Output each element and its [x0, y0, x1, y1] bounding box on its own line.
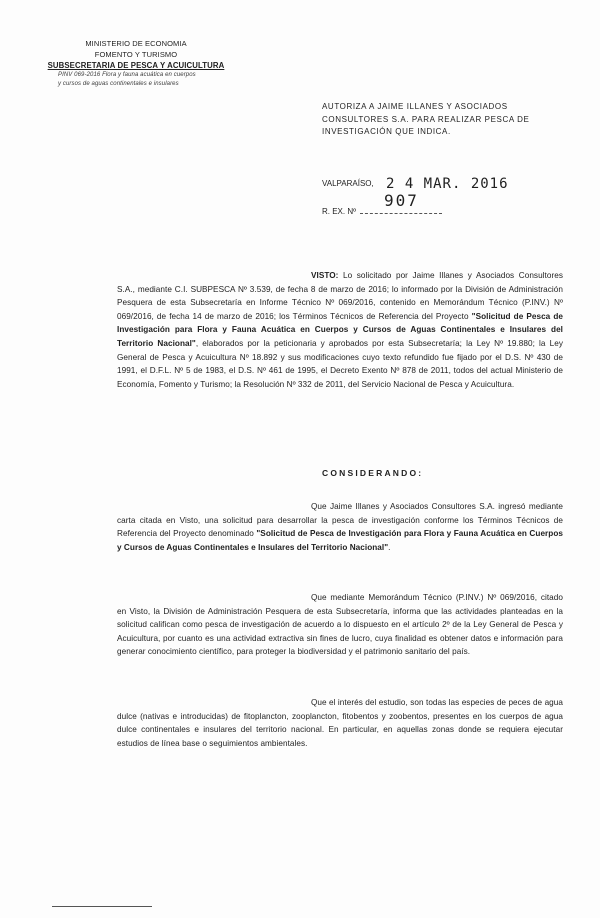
visto-text-a: Lo solicitado por Jaime Illanes y Asociados Consultores S.A., mediante C.I. SUBPESCA Nº 3.539, de fecha 8 de marzo de 2016; lo informado por la División de Administración Pesquera de esta Subsecretaría en Informe Técnico Nº 069/2016, contenido en Memorándum Técnico (P.INV.) Nº 069/2016, de fecha 14 de marzo de 2016; los Términos Técnicos de Referencia del Proyecto [117, 271, 563, 321]
considerando-paragraph-2: Que mediante Memorándum Técnico (P.INV.) Nº 069/2016, citado en Visto, la División de Administración Pesquera de esta Subsecretaría, informa que las actividades planteadas en la solicitud califican como pesca de investigación de acuerdo a lo dispuesto en el artículo 2º de la Ley General de Pesca y Acuicultura, por cuanto es una actividad extractiva sin fines de lucro, cuya finalidad es obtener datos e información para generar conocimiento científico, para proteger la biodiversidad y el patrimonio sanitario del país. [117, 593, 563, 657]
visto-project-name: "Solicitud de Pesca de Investigación para Flora y Fauna Acuática en Cuerpos y Cursos de Aguas Continentales e Insulares del Territorio Nacional" [117, 311, 563, 348]
ministry-name: MINISTERIO DE ECONOMIA [85, 39, 187, 48]
subsecretaria-name: SUBSECRETARIA DE PESCA Y ACUICULTURA [47, 61, 225, 70]
visto-label: VISTO: [311, 271, 339, 280]
place: VALPARAÍSO, [322, 179, 374, 188]
considerando-paragraph-1 [117, 500, 563, 554]
place-and-date [322, 174, 509, 190]
visto-paragraph [117, 269, 563, 391]
resolution-subject: AUTORIZA A JAIME ILLANES Y ASOCIADOS CONSULTORES S.A. PARA REALIZAR PESCA DE INVESTIGACIÓN QUE INDICA. [322, 102, 530, 136]
considerando-1-project-name: "Solicitud de Pesca de Investigación para Flora y Fauna Acuática en Cuerpos y Cursos de Aguas Continentales e Insulares del Territorio Nacional" [117, 529, 563, 552]
ministry-area: FOMENTO Y TURISMO [94, 50, 178, 59]
footer-rule [52, 906, 152, 907]
reference-line-2: y cursos de aguas continentales e insulares [58, 80, 179, 87]
date-stamp: 2 4 MAR. 2016 [385, 176, 509, 192]
considerando-1-text-a: Que Jaime Illanes y Asociados Consultores S.A. ingresó mediante carta citada en Visto, una solicitud para desarrollar la pesca de investigación conforme los Términos Técnicos de Referencia del Proyecto denominado [117, 502, 563, 539]
rex-label: R. EX. Nº [322, 207, 357, 216]
considerando-heading: CONSIDERANDO: [322, 468, 424, 478]
rex-blank-line [360, 213, 442, 214]
considerando-1-text-b: . [388, 542, 391, 552]
ministry-header [36, 38, 236, 88]
rex-number: 907 [384, 191, 419, 210]
visto-text-b: , elaborados por la peticionaria y aprobados por esta Subsecretaría; la Ley Nº 19.880; la Ley General de Pesca y Acuicultura Nº 18.892 y sus modificaciones cuyo texto refundido fue fijado por el D.S. Nº 430 de 1991, el D.F.L. Nº 5 de 1983, el D.S. Nº 461 de 1995, el Decreto Exento Nº 878 de 2011, todos del actual Ministerio de Economía, Fomento y Turismo; la Resolución Nº 332 de 2011, del Servicio Nacional de Pesca y Acuicultura. [117, 338, 563, 389]
considerando-paragraph-3: Que el interés del estudio, son todas las especies de peces de agua dulce (nativas e introducidas) de fitoplancton, zooplancton, fitobentos y zoobentos, presentes en los cuerpos de agua dulce continentales e insulares del territorio nacional. En particular, en aquellas zonas donde se requiera ejecutar estudios de línea base o seguimientos ambientales. [117, 698, 563, 748]
reference-line-1: PINV 069-2016 Flora y fauna acuática en cuerpos [58, 72, 196, 78]
resolution-number [322, 191, 442, 216]
